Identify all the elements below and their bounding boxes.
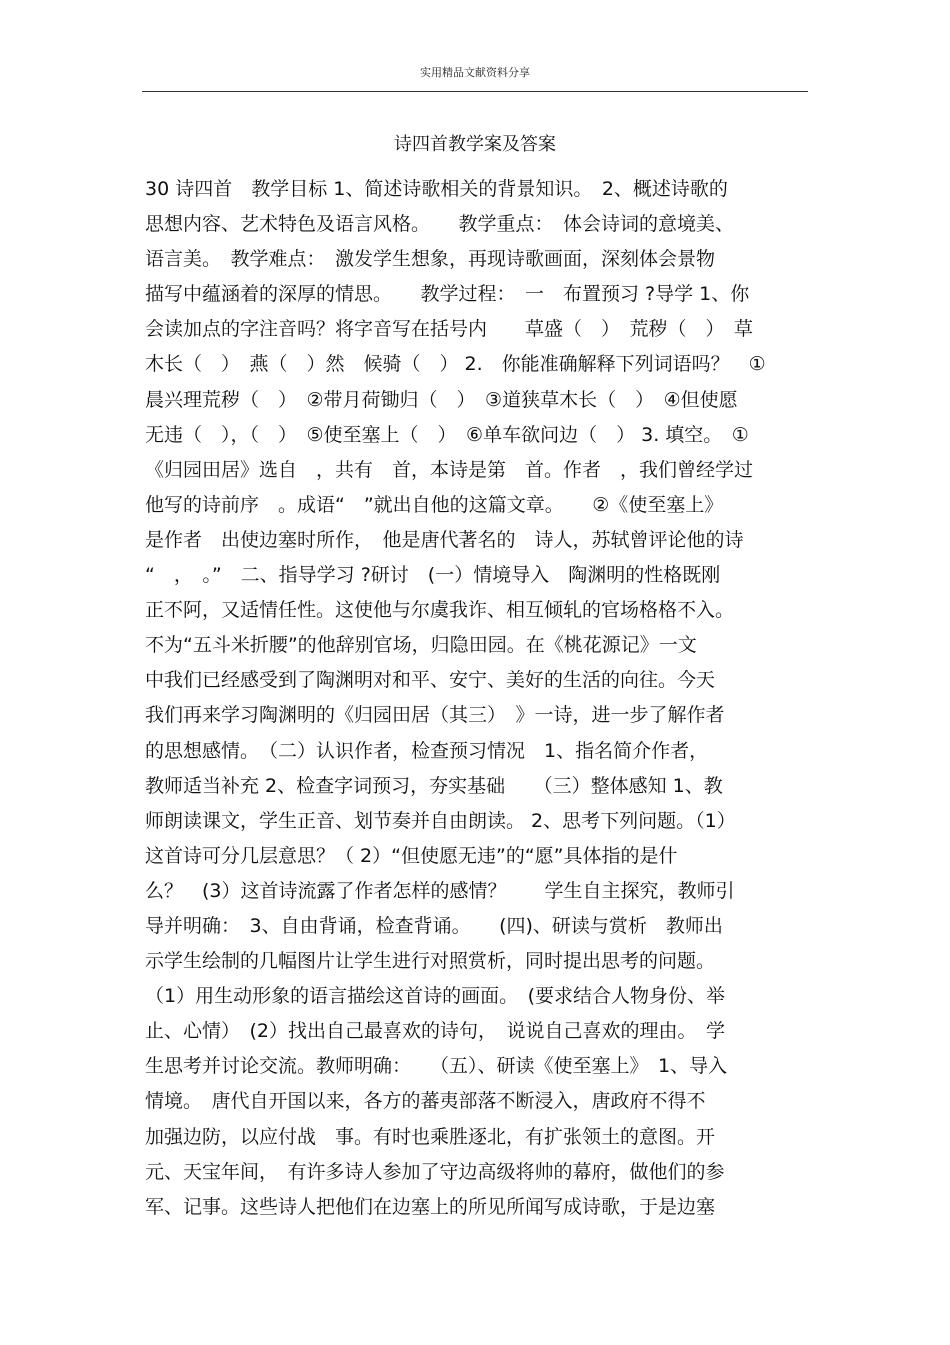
text-line: 《归园田居》选自 ，共有 首，本诗是第 首。作者 ，我们曾经学过	[145, 458, 754, 481]
text-line: 木长（ ） 燕（ ）然 候骑（ ） 2. 你能准确解释下列词语吗？ ①	[145, 353, 766, 376]
text-line: 师朗读课文，学生正音、划节奏并自由朗读。 2、思考下列问题。（1）	[145, 809, 736, 832]
text-line: 教师适当补充 2、检查字词预习，夯实基础 （三）整体感知 1、教	[145, 774, 723, 797]
text-line: 么？ (3）这首诗流露了作者怎样的感情？ 学生自主探究，教师引	[145, 879, 735, 902]
text-line: 生思考并讨论交流。教师明确： （五）、研读《使至塞上》 1、导入	[145, 1055, 728, 1078]
text-line: 不为“五斗米折腰”的他辞别官场，归隐田园。在《桃花源记》一文	[145, 634, 697, 657]
text-line: 正不阿，又适情任性。这使他与尔虞我诈、相互倾轧的官场格格不入。	[145, 599, 735, 622]
text-line: 描写中蕴涵着的深厚的情思。 教学过程： 一 布置预习 ?导学 1、你	[145, 283, 750, 306]
text-line: 中我们已经感受到了陶渊明对和平、安宁、美好的生活的向往。今天	[145, 669, 716, 692]
text-line: 止、心情） (2）找出自己最喜欢的诗句， 说说自己喜欢的理由。 学	[145, 1020, 726, 1043]
text-line: （1）用生动形象的语言描绘这首诗的画面。 (要求结合人物身份、举	[145, 985, 726, 1008]
text-line: 30 诗四首 教学目标 1、简述诗歌相关的背景知识。 2、概述诗歌的	[145, 178, 728, 200]
text-line: 导并明确： 3、自由背诵，检查背诵。 (四)、研读与赏析 教师出	[145, 914, 723, 937]
text-line: 会读加点的字注音吗？将字音写在括号内 草盛（ ） 荒秽（ ） 草	[145, 318, 754, 341]
text-line: 无违（ ），（ ） ⑤使至塞上（ ） ⑥单车欲问边（ ） 3. 填空。 ①	[145, 423, 749, 446]
document-title: 诗四首教学案及答案	[394, 134, 556, 155]
text-line: 这首诗可分几层意思？（ 2）“但使愿无违”的“愿”具体指的是什	[145, 844, 678, 867]
text-line: 我们再来学习陶渊明的《归园田居（其三） 》一诗，进一步了解作者	[145, 704, 725, 727]
text-line: 情境。 唐代自开国以来，各方的蕃夷部落不断浸入，唐政府不得不	[145, 1090, 706, 1113]
header-divider	[142, 91, 808, 92]
text-line: 他写的诗前序 。成语“ ”就出自他的这篇文章。 ②《使至塞上》	[145, 493, 724, 516]
document-body	[145, 172, 815, 1225]
text-line: “ ， 。” 二、指导学习 ?研讨 (一）情境导入 陶渊明的性格既刚	[145, 564, 721, 587]
text-line: 语言美。 教学难点： 激发学生想象，再现诗歌画面，深刻体会景物	[145, 248, 716, 271]
text-line: 的思想感情。 （二）认识作者，检查预习情况 1、指名简介作者，	[145, 739, 709, 762]
page-header: 实用精品文献资料分享	[420, 66, 530, 79]
text-line: 晨兴理荒秽（ ） ②带月荷锄归（ ） ③道狭草木长（ ） ④但使愿	[145, 388, 738, 411]
text-line: 示学生绘制的几幅图片让学生进行对照赏析，同时提出思考的问题。	[145, 950, 716, 973]
text-line: 思想内容、艺术特色及语言风格。 教学重点： 体会诗词的意境美、	[145, 213, 735, 236]
text-line: 军、记事。这些诗人把他们在边塞上的所见所闻写成诗歌，于是边塞	[145, 1195, 716, 1218]
text-line: 是作者 出使边塞时所作， 他是唐代著名的 诗人，苏轼曾评论他的诗	[145, 528, 744, 551]
text-line: 元、天宝年间， 有许多诗人参加了守边高级将帅的幕府，做他们的参	[145, 1160, 725, 1183]
text-line: 加强边防，以应付战 事。有时也乘胜逐北，有扩张领土的意图。开	[145, 1125, 716, 1148]
